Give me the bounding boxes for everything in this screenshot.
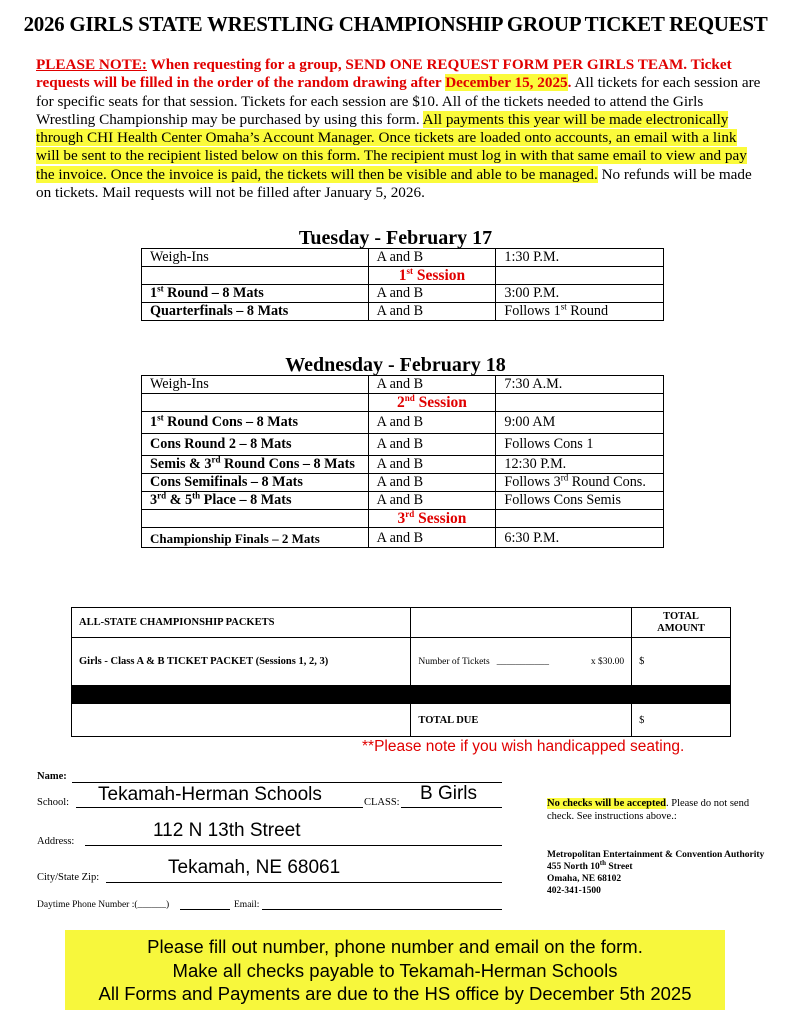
name-field[interactable] <box>72 770 502 783</box>
school-label: School: <box>37 797 70 808</box>
address-label: Address: <box>37 836 75 847</box>
table-row <box>72 704 731 737</box>
session-row <box>142 267 664 285</box>
notice-highlight: All payments this year will be made electronically through CHI Health Center Omaha’s Account Manager. Once tickets are loaded onto accounts, an email with a link will be sent to the recipient listed below on this form. The recipient must log in with that same email to view and pay the invoice. Once the invoice is paid, the tickets will then be visible and able to be managed. <box>36 110 747 183</box>
session-row <box>142 394 664 412</box>
packets-table <box>71 607 731 737</box>
school-value: Tekamah-Herman Schools <box>98 784 322 805</box>
session-2-label: 2nd Session <box>368 394 496 412</box>
page-title: 2026 GIRLS STATE WRESTLING CHAMPIONSHIP GROUP TICKET REQUEST <box>23 12 768 36</box>
table-row <box>72 638 731 686</box>
table-row <box>72 608 731 638</box>
tuesday-schedule <box>141 248 664 321</box>
session-row <box>142 510 664 528</box>
email-label: Email: <box>234 900 260 910</box>
phone-label: Daytime Phone Number :(______) <box>37 900 170 910</box>
tuesday-title: Tuesday - February 17 <box>298 227 493 249</box>
notice-red-text: When requesting for a group, SEND ONE REQUEST FORM PER GIRLS TEAM. Ticket requests will be filled in the order of the random drawing after <box>36 56 732 92</box>
total-amount-header: TOTAL AMOUNT <box>632 608 731 638</box>
packets-header: ALL-STATE CHAMPIONSHIP PACKETS <box>72 608 411 638</box>
table-row: Championship Finals – 2 Mats A and B 6:30 P.M. <box>142 528 664 548</box>
city-value: Tekamah, NE 68061 <box>168 857 341 878</box>
city-label: City/State Zip: <box>37 872 100 883</box>
table-row: Weigh-Ins A and B 1:30 P.M. <box>142 249 664 267</box>
session-3-label: 3rd Session <box>368 510 496 528</box>
address-value: 112 N 13th Street <box>153 820 301 841</box>
wednesday-schedule <box>141 375 664 548</box>
table-row: Semis & 3rd Round Cons – 8 Mats A and B 12:30 P.M. <box>142 456 664 474</box>
packet-item: Girls - Class A & B TICKET PACKET (Sessions 1, 2, 3) <box>72 638 411 686</box>
notice-text: All tickets for each session are for specific seats for that session. Tickets for each session are $10. All of the tickets needed to attend the Girls Wrestling Championship may be purchased by using this form. <box>36 74 761 128</box>
notice-text-end: No refunds will be made on tickets. Mail requests will not be filled after January 5, 2026. <box>36 165 752 202</box>
class-value: B Girls <box>420 783 477 804</box>
table-row: Weigh-Ins A and B 7:30 A.M. <box>142 376 664 394</box>
phone-field[interactable] <box>180 898 230 910</box>
table-row: Cons Semifinals – 8 Mats A and B Follows 3rd Round Cons. <box>142 474 664 492</box>
notice-date: December 15, 2025 <box>445 74 568 92</box>
table-row: 1st Round Cons – 8 Mats A and B 9:00 AM <box>142 412 664 434</box>
instructions-banner: Please fill out number, phone number and email on the form. Make all checks payable to Tekamah-Herman Schools All Forms and Payments are due to the HS office by December 5th 2025 <box>65 930 725 1010</box>
table-row: 1st Round – 8 Mats A and B 3:00 P.M. <box>142 285 664 303</box>
total-due-field[interactable]: $ <box>632 704 731 737</box>
notice-label: PLEASE NOTE: <box>36 56 147 73</box>
wednesday-title: Wednesday - February 18 <box>285 354 506 376</box>
class-label: CLASS: <box>364 797 400 808</box>
mailing-address: Metropolitan Entertainment & Convention Authority 455 North 10th Street Omaha, NE 68102 402-341-1500 <box>547 850 765 896</box>
notice-paragraph: PLEASE NOTE: When requesting for a group, SEND ONE REQUEST FORM PER GIRLS TEAM. Ticket requests will be filled in the order of the random drawing after December 15, 2025. All tickets for each session are for specific seats for that session. Tickets for each session are $10. All of the tickets needed to attend the Girls Wrestling Championship may be purchased by using this form. All payments this year will be made electronically through CHI Health Center Omaha’s Account Manager. Once tickets are loaded onto accounts, an email with a link will be sent to the recipient listed below on this form. The recipient must log in with that same email to view and pay the invoice. Once the invoice is paid, the tickets will then be visible and able to be managed. No refunds will be made on tickets. Mail requests will not be filled after January 5, 2026. <box>36 56 761 202</box>
total-due-label: TOTAL DUE <box>411 704 632 737</box>
table-row: Quarterfinals – 8 Mats A and B Follows 1st Round <box>142 303 664 321</box>
number-of-tickets-field[interactable]: Number of Tickets ___________ x $30.00 <box>411 638 632 686</box>
session-1-label: 1st Session <box>368 267 496 285</box>
table-row: 3rd & 5th Place – 8 Mats A and B Follows Cons Semis <box>142 492 664 510</box>
name-label: Name: <box>37 771 67 782</box>
handicap-note: **Please note if you wish handicapped seating. <box>362 738 685 755</box>
email-field[interactable] <box>262 898 502 910</box>
table-row: Cons Round 2 – 8 Mats A and B Follows Cons 1 <box>142 434 664 456</box>
table-row <box>72 686 731 704</box>
packet-amount-field[interactable]: $ <box>632 638 731 686</box>
no-checks-notice: No checks will be accepted. Please do not send check. See instructions above.: <box>547 798 750 822</box>
